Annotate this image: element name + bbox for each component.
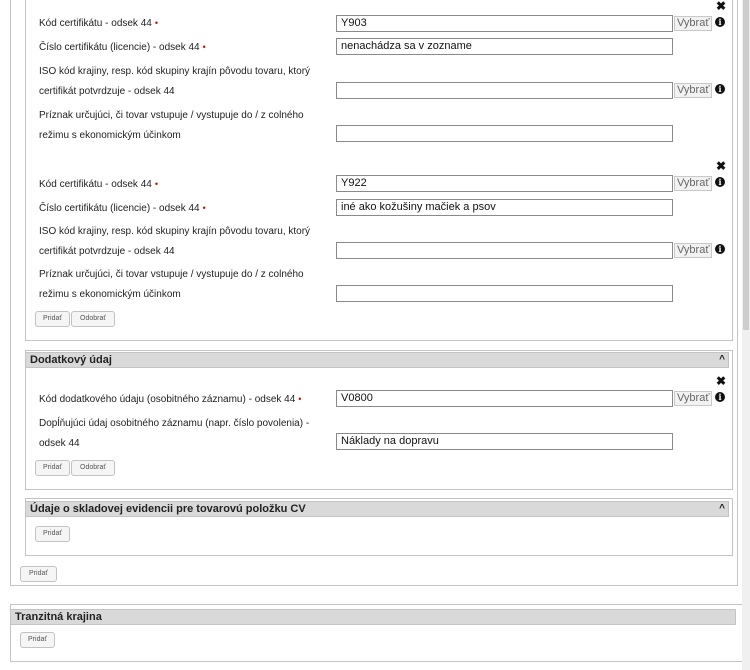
certificate-2-flag-label-line-2: režimu s ekonomickým účinkom xyxy=(39,289,181,300)
additional-detail-input[interactable]: Náklady na dopravu xyxy=(336,433,673,450)
certificate-1-flag-input[interactable] xyxy=(336,125,673,142)
certificate-2-iso-input[interactable] xyxy=(336,242,673,259)
certificate-1-flag-label-line-2: režimu s ekonomickým účinkom xyxy=(39,130,181,141)
certificate-1-code-info-icon[interactable]: i xyxy=(715,17,725,27)
additional-data-title: Dodatkový údaj xyxy=(30,354,112,366)
transit-title: Tranzitná krajina xyxy=(15,611,102,623)
add-certificate-button[interactable]: Pridať xyxy=(35,311,70,327)
certificate-2-iso-select-button[interactable]: Vybrať xyxy=(674,243,712,258)
transit-header[interactable] xyxy=(10,609,736,625)
additional-code-info-icon[interactable]: i xyxy=(715,392,725,402)
certificate-2-iso-info-icon[interactable]: i xyxy=(715,244,725,254)
certificate-1-iso-label-line-2: certifikát potvrdzuje - odsek 44 xyxy=(39,86,175,97)
certificate-1-code-label: Kód certifikátu - odsek 44 • xyxy=(39,18,158,29)
additional-code-select-button[interactable]: Vybrať xyxy=(674,391,712,406)
certificate-2-number-input[interactable]: iné ako kožušiny mačiek a psov xyxy=(336,199,673,216)
additional-code-label: Kód dodatkového údaju (osobitného záznamu) - odsek 44 • xyxy=(39,394,302,405)
certificate-2-iso-label-line-2: certifikát potvrdzuje - odsek 44 xyxy=(39,246,175,257)
certificate-2-flag-label-line-1: Príznak určujúci, či tovar vstupuje / vystupuje do / z colného xyxy=(39,269,304,280)
additional-code-input[interactable]: V0800 xyxy=(336,390,673,407)
certificate-2-iso-label-line-1: ISO kód krajiny, resp. kód skupiny krajín pôvodu tovaru, ktorý xyxy=(39,226,311,237)
certificate-1-iso-input[interactable] xyxy=(336,82,673,99)
certificate-2-code-label: Kód certifikátu - odsek 44 • xyxy=(39,179,158,190)
certificate-2-number-label: Číslo certifikátu (licencie) - odsek 44 • xyxy=(39,203,206,214)
chevron-up-icon[interactable]: ^ xyxy=(719,354,725,365)
certificate-1-number-input[interactable]: nenachádza sa v zozname xyxy=(336,38,673,55)
remove-certificate-2-icon[interactable]: ✖ xyxy=(716,159,727,173)
add-transit-button[interactable]: Pridať xyxy=(20,632,55,648)
certificate-1-iso-label-line-1: ISO kód krajiny, resp. kód skupiny krajín pôvodu tovaru, ktorý xyxy=(39,66,311,77)
certificate-1-flag-label-line-1: Príznak určujúci, či tovar vstupuje / vystupuje do / z colného xyxy=(39,110,304,121)
warehouse-title: Údaje o skladovej evidencii pre tovarovú položku CV xyxy=(30,503,306,515)
additional-detail-label-line-2: odsek 44 xyxy=(39,438,80,449)
warehouse-header[interactable] xyxy=(25,501,729,517)
certificate-2-flag-input[interactable] xyxy=(336,285,673,302)
remove-certificate-button[interactable]: Odobrať xyxy=(71,311,115,327)
certificate-2-code-select-button[interactable]: Vybrať xyxy=(674,176,712,191)
certificate-1-number-label: Číslo certifikátu (licencie) - odsek 44 • xyxy=(39,42,206,53)
certificate-2-code-info-icon[interactable]: i xyxy=(715,177,725,187)
additional-data-header[interactable] xyxy=(25,352,729,368)
remove-additional-data-icon[interactable]: ✖ xyxy=(716,374,727,388)
certificate-1-code-select-button[interactable]: Vybrať xyxy=(674,16,712,31)
chevron-up-icon[interactable]: ^ xyxy=(719,503,725,514)
add-item-button[interactable]: Pridať xyxy=(20,566,57,582)
remove-certificate-1-icon[interactable]: ✖ xyxy=(716,0,727,13)
certificate-1-iso-info-icon[interactable]: i xyxy=(715,84,725,94)
scrollbar-thumb[interactable] xyxy=(743,0,749,330)
certificate-2-code-input[interactable]: Y922 xyxy=(336,175,673,192)
remove-additional-data-button[interactable]: Odobrať xyxy=(71,460,115,476)
certificate-1-code-input[interactable]: Y903 xyxy=(336,15,673,32)
certificate-1-iso-select-button[interactable]: Vybrať xyxy=(674,83,712,98)
add-additional-data-button[interactable]: Pridať xyxy=(35,460,70,476)
additional-detail-label-line-1: Dopĺňujúci údaj osobitného záznamu (napr. číslo povolenia) - xyxy=(39,418,310,429)
add-warehouse-button[interactable]: Pridať xyxy=(35,526,70,542)
